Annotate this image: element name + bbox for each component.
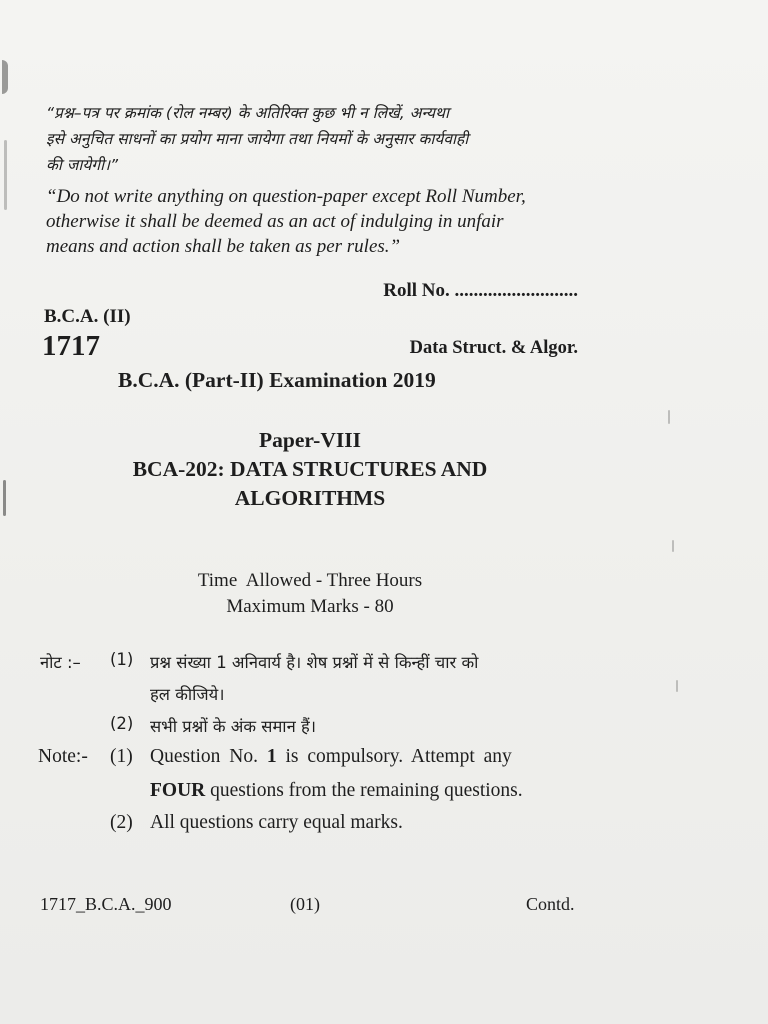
hindi-note-label: नोट :– <box>40 653 81 672</box>
english-note-item-number: (2) <box>110 812 133 833</box>
maximum-marks: Maximum Marks - 80 <box>226 596 394 617</box>
exam-title: B.C.A. (Part-II) Examination 2019 <box>118 368 436 392</box>
timing-block <box>60 568 560 620</box>
english-note-item-text-part: is compulsory. Attempt any <box>285 746 512 767</box>
hindi-note-item-number: (1) <box>110 650 134 669</box>
english-note-item-text-part: Question No. <box>150 746 258 767</box>
left-edge-mark <box>4 140 7 210</box>
paper-heading <box>60 426 560 513</box>
paper-number: Paper-VIII <box>259 428 361 452</box>
english-note-item-text-part: questions from the remaining questions. <box>210 780 523 801</box>
question-number-bold: 1 <box>266 746 277 767</box>
hindi-note-item-number: (2) <box>110 714 134 733</box>
right-edge-mark <box>668 410 670 424</box>
english-warning-notice <box>46 184 606 259</box>
footer-paper-code: 1717_B.C.A._900 <box>40 894 172 914</box>
paper-title-line: BCA-202: DATA STRUCTURES AND <box>132 457 488 481</box>
roll-number-label: Roll No. <box>383 280 450 301</box>
english-note-label: Note:- <box>38 746 88 767</box>
hindi-warning-line: इसे अनुचित साधनों का प्रयोग माना जायेगा तथा नियमों के अनुसार कार्यवाही <box>46 130 469 148</box>
hindi-warning-line: “प्रश्न–पत्र पर क्रमांक (रोल नम्बर) के अतिरिक्त कुछ भी न लिखें, अन्यथा <box>46 104 449 122</box>
roll-number-field <box>383 280 578 302</box>
english-note-item-text <box>150 780 523 802</box>
english-note-item-number: (1) <box>110 746 133 767</box>
english-warning-line: otherwise it shall be deemed as an act of indulging in unfair <box>46 211 504 232</box>
hindi-warning-notice <box>46 100 606 178</box>
paper-title-line: ALGORITHMS <box>234 486 386 510</box>
right-edge-mark <box>676 680 678 692</box>
english-warning-line: means and action shall be taken as per rules.” <box>46 236 401 257</box>
right-edge-mark <box>672 540 674 552</box>
left-edge-mark <box>3 480 6 516</box>
english-note-item-text <box>150 746 512 768</box>
hindi-note-item-text: सभी प्रश्नों के अंक समान हैं। <box>150 717 316 736</box>
hindi-note-item-text: प्रश्न संख्या 1 अनिवार्य है। शेष प्रश्नों में से किन्हीं चार को <box>150 653 479 672</box>
left-edge-mark <box>2 60 8 94</box>
roll-number-blank: .......................... <box>454 280 578 301</box>
class-label: B.C.A. (II) <box>44 306 131 327</box>
english-note-item-text: All questions carry equal marks. <box>150 812 403 833</box>
paper-code: 1717 <box>42 330 100 362</box>
hindi-note-item-text: हल कीजिये। <box>150 685 225 704</box>
footer-continued: Contd. <box>526 894 575 914</box>
hindi-warning-line: की जायेगी।” <box>46 156 118 174</box>
english-warning-line: “Do not write anything on question-paper except Roll Number, <box>46 186 526 207</box>
subject-short-name: Data Struct. & Algor. <box>409 338 578 358</box>
footer-page-number: (01) <box>290 894 320 914</box>
four-bold: FOUR <box>150 780 206 801</box>
time-allowed: Time Allowed - Three Hours <box>197 570 423 591</box>
